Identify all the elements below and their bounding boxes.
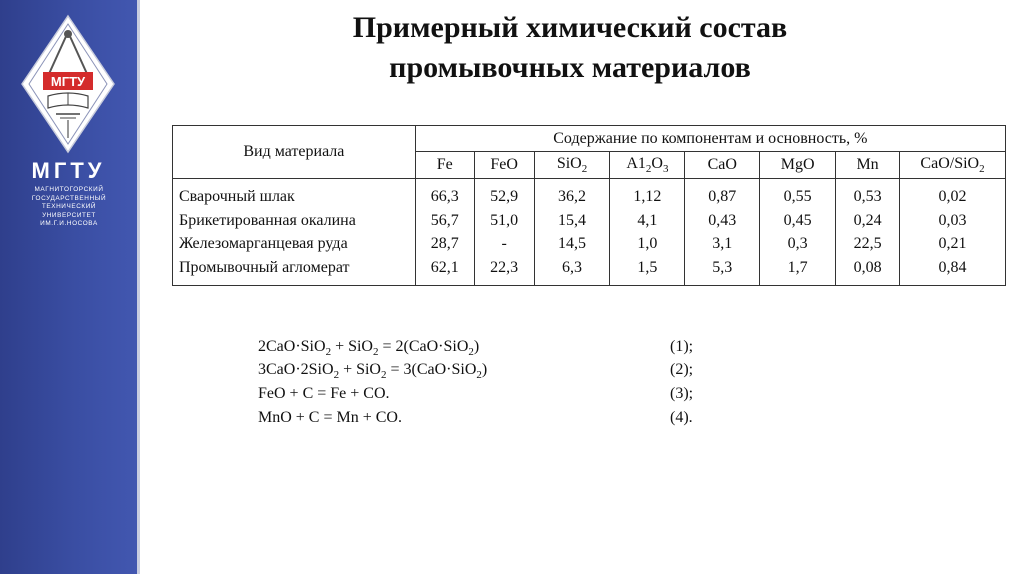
table-row: Промывочный агломерат [179,258,350,276]
equation-1: 2CaO·SiO$_2$ + SiO$_2$ = 2(CaO·SiO$_2$) (1); [258,338,694,359]
equation-number: (2); [670,361,694,378]
col-mn: Mn [836,152,900,179]
logo-text: МГТУ [50,74,86,89]
composition-table [172,125,1006,286]
col-sio2: SiO$_2$ [534,152,610,179]
sidebar-divider [137,0,140,574]
cao-values: 0,87 0,43 3,1 5,3 [685,179,760,286]
col-feo: FeO [474,152,534,179]
university-logo [18,14,118,154]
col-cao-sio2: CaO/SiO$_2$ [900,152,1006,179]
al2o3-values: 1,12 4,1 1,0 1,5 [610,179,685,286]
mn-values: 0,53 0,24 22,5 0,08 [836,179,900,286]
table-row: Сварочный шлак [179,188,295,205]
material-header: Вид материала [173,126,416,179]
equation-number: (1); [670,338,694,355]
col-cao: CaO [685,152,760,179]
equation-4: MnO + C = Mn + CO. (4). [258,409,693,426]
university-name: МГТУ [31,158,106,183]
basicity-values: 0,02 0,03 0,21 0,84 [900,179,1006,286]
university-full-name: МАГНИТОГОРСКИЙ ГОСУДАРСТВЕННЫЙ ТЕХНИЧЕСКИЙ УНИВЕРСИТЕТ ИМ.Г.И.НОСОВА [31,186,107,228]
equation-number: (3); [670,385,694,402]
col-al2o3: $A1_2O_3$ [610,152,685,179]
col-fe: Fe [415,152,474,179]
table-row: Брикетированная окалина [179,211,356,229]
material-names [173,179,416,286]
table-row: Железомарганцевая руда [179,235,348,252]
feo-values: 52,9 51,0 - 22,3 [474,179,534,286]
fe-values: 66,3 56,7 28,7 62,1 [415,179,474,286]
equation-2: 3CaO·2SiO$_2$ + SiO$_2$ = 3(CaO·SiO$_2$) (2); [258,361,694,382]
equation-number: (4). [670,409,693,426]
sio2-values: 36,2 15,4 14,5 6,3 [534,179,610,286]
equation-3: FeO + C = Fe + CO. (3); [258,385,694,402]
slide-title: Примерный химический состав промывочных материалов [352,11,788,84]
col-mgo: MgO [760,152,836,179]
content-group-header: Содержание по компонентам и основность, % [415,126,1005,152]
mgo-values: 0,55 0,45 0,3 1,7 [760,179,836,286]
